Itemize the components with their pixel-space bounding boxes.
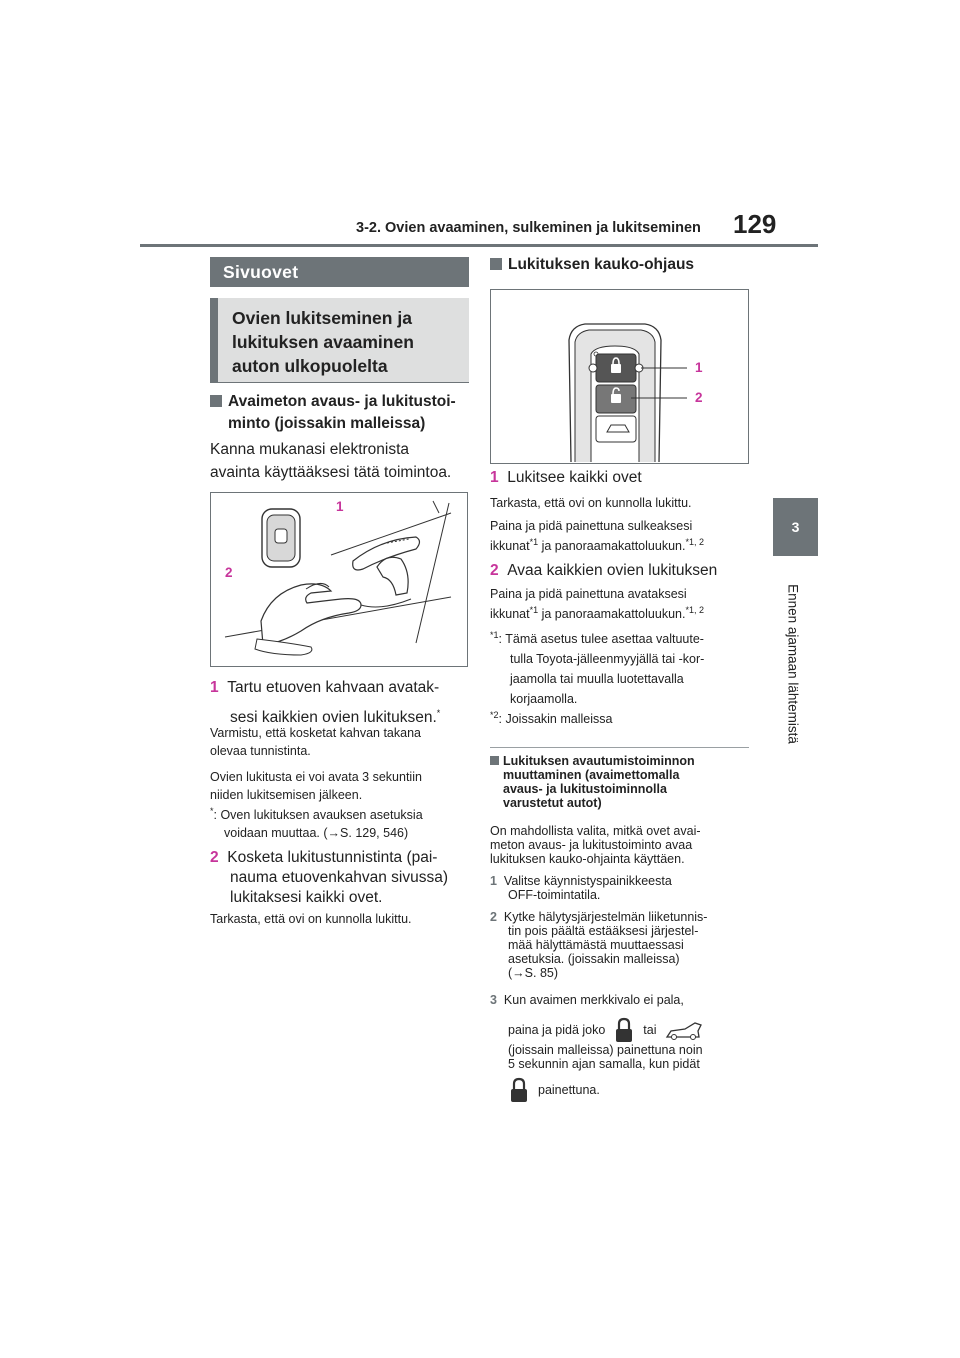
chapter-tab: 3 xyxy=(773,498,818,556)
header-divider xyxy=(140,244,818,247)
footnote-2: $^{*2}$: Joissakin malleissa xyxy=(490,709,613,726)
section-divider xyxy=(490,747,749,748)
footnote-1: $^{*1}$: Tämä asetus tulee asettaa valtuute- tulla Toyota-jälleenmyyjällä tai -kor- jaamolla tai muulla luotettavalla korjaamolla. xyxy=(490,629,705,706)
substep-2: 2 Kytke hälytysjärjestelmän liiketunnis- tin pois päältä estääksesi järjestel- mää hälyttämästä muuttaessasi asetuksia. (joissakin malleissa) (→S. 85) xyxy=(490,910,708,980)
bullet-square-icon xyxy=(490,756,499,765)
step-2-note: Tarkasta, että ovi on kunnolla lukittu. xyxy=(210,912,412,926)
chapter-title: 3-2. Ovien avaaminen, sulkeminen ja lukitseminen xyxy=(356,220,701,236)
subsection-divider xyxy=(210,382,469,383)
step-2-touch-sensor: 2 Kosketa lukitustunnistinta (pai- nauma etuovenkahvan sivussa) lukitaksesi kaikki ovet. xyxy=(210,849,448,906)
page-number: 129 xyxy=(733,209,777,239)
step-1-lock-all: 1 Lukitsee kaikki ovet xyxy=(490,469,642,486)
step-2-unlock-all: 2 Avaa kaikkien ovien lukituksen xyxy=(490,562,718,579)
car-trunk-icon xyxy=(665,1019,703,1041)
footnote-asterisk: *: Oven lukituksen avauksen asetuksia voidaan muuttaa. (→S. 129, 546) xyxy=(210,805,423,840)
door-handle-illustration xyxy=(210,492,468,667)
figure-callout-1: 1 xyxy=(336,499,344,514)
key-fob-image xyxy=(491,290,748,463)
step-1-note-sensor: Varmistu, että kosketat kahvan takana olevaa tunnistinta. xyxy=(210,726,421,758)
step-1-note-check: Tarkasta, että ovi on kunnolla lukittu. xyxy=(490,496,692,510)
substep-3: 3 Kun avaimen merkkivalo ei pala, paina ja pidä joko tai (joissain malleissa) painettuna noin 5 sekunnin ajan samalla, kun pidät painettuna. xyxy=(490,993,760,1103)
unlock-function-paragraph: On mahdollista valita, mitkä ovet avai- meton avaus- ja lukitustoiminto avaa lukituksen kauko-ohjainta käyttäen. xyxy=(490,824,701,866)
bullet-square-icon xyxy=(210,395,222,407)
subsection-title: Ovien lukitseminen ja lukituksen avaaminen auton ulkopuolelta xyxy=(210,298,469,382)
intro-paragraph: Kanna mukanasi elektronista avainta käyttääksesi tätä toimintoa. xyxy=(210,441,452,481)
heading-unlock-function-change: Lukituksen avautumistoiminnon muuttaminen (avaimettomalla avaus- ja lukitustoiminnolla varustetut autot) xyxy=(490,754,760,810)
section-title: Sivuovet xyxy=(210,257,469,287)
lock-icon xyxy=(613,1017,635,1043)
figure-callout-1: 1 xyxy=(695,360,703,375)
step-1-note-windows: Paina ja pidä painettuna sulkeaksesi ikkunat$^{*1}$ ja panoraamakattoluukun.$^{*1, 2}$ xyxy=(490,519,704,553)
step-2-note-windows: Paina ja pidä painettuna avataksesi ikkunat$^{*1}$ ja panoraamakattoluukun.$^{*1, 2}$ xyxy=(490,587,704,621)
hand-on-door-handle-image xyxy=(211,493,467,666)
figure-callout-2: 2 xyxy=(695,390,703,405)
lock-icon xyxy=(508,1077,530,1103)
chapter-tab-label: Ennen ajamaan lähtemistä xyxy=(785,583,801,744)
bullet-square-icon xyxy=(490,258,502,270)
heading-keyless: Avaimeton avaus- ja lukitustoi- minto (joissakin malleissa) xyxy=(210,391,475,435)
substep-1: 1 Valitse käynnistyspainikkeesta OFF-toimintatila. xyxy=(490,874,672,902)
step-1-grab-handle: 1 Tartu etuoven kahvaan avatak- sesi kaikkien ovien lukituksen.* xyxy=(210,679,441,726)
step-1-note-delay: Ovien lukitusta ei voi avata 3 sekuntiin niiden lukitsemisen jälkeen. xyxy=(210,770,422,802)
key-fob-illustration xyxy=(490,289,749,464)
figure-callout-2: 2 xyxy=(225,565,233,580)
heading-remote-control: Lukituksen kauko-ohjaus xyxy=(490,254,760,276)
